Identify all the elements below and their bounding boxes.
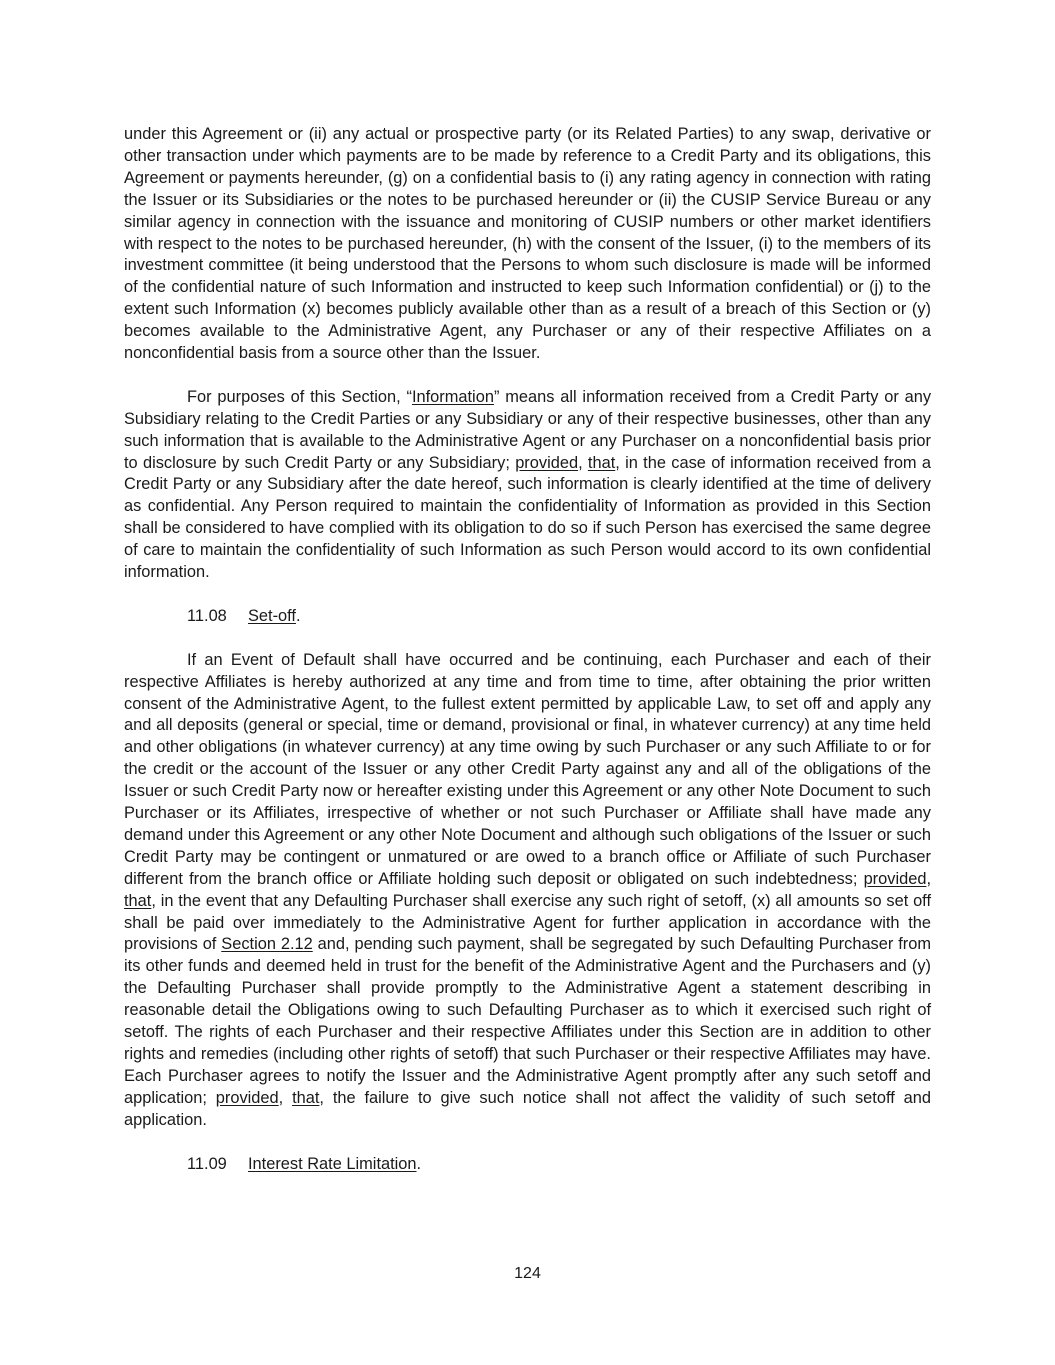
proviso-provided: provided [215, 1088, 279, 1107]
section-title: Set-off [248, 606, 296, 625]
paragraph-set-off [124, 650, 931, 1132]
text-run: and, pending such payment, shall be segregated by such Defaulting Purchaser from its other funds and deemed held in trust for the benefit of the Administrative Agent and the Purchasers and (y) the Defaulting Purchaser shall provide promptly to the Administrative Agent a statement describing in reasonable detail the Obligations owing to such Defaulting Purchaser as to which it exercised such right of setoff. The rights of each Purchaser and their respective Affiliates under this Section are in addition to other rights and remedies (including other rights of setoff) that such Purchaser or their respective Affiliates may have. Each Purchaser agrees to notify the Issuer and the Administrative Agent promptly after any such setoff and application; [124, 935, 932, 1107]
text-run: , in the event that any Defaulting Purchaser shall exercise any such right of setoff, (x) all amounts so set off shall be paid over immediately to the Administrative Agent for further application in accordance with the provisions of [124, 891, 931, 954]
section-title-period: . [296, 606, 301, 625]
proviso-that: that [587, 453, 616, 472]
section-reference-link: Section 2.12 [221, 935, 313, 954]
proviso-that: that [292, 1088, 320, 1107]
text-run: , [278, 1088, 293, 1107]
proviso-provided: provided [515, 453, 579, 472]
section-heading-11-08 [124, 606, 931, 628]
section-heading-11-09 [124, 1154, 931, 1176]
text-run: , in the case of information received from a Credit Party or any Subsidiary after the date hereof, such information is clearly identified at the time of delivery as confidential. Any Person required to maintain the confidentiality of Information as provided in this Section shall be considered to have complied with its obligation to do so if such Person has exercised the same degree of care to maintain the confidentiality of such Information as such Person would accord to its own confidential information. [124, 453, 932, 582]
text-run: For purposes of this Section, “ [187, 387, 412, 406]
paragraph-text: under this Agreement or (ii) any actual or prospective party (or its Related Parties) to any swap, derivative or other transaction under which payments are to be made by reference to a Credit Party and its obligations, this Agreement or payments hereunder, (g) on a confidential basis to (i) any rating agency in connection with rating the Issuer or its Subsidiaries or the notes to be purchased hereunder or (ii) the CUSIP Service Bureau or any similar agency in connection with the issuance and monitoring of CUSIP numbers or other market identifiers with respect to the notes to be purchased hereunder, (h) with the consent of the Issuer, (i) to the members of its investment committee (it being understood that the Persons to whom such disclosure is made will be informed of the confidential nature of such Information and instructed to keep such Information confidential) or (j) to the extent such Information (x) becomes publicly available other than as a result of a breach of this Section or (y) becomes available to the Administrative Agent, any Purchaser or any of their respective Affiliates on a nonconfidential basis from a source other than the Issuer. [124, 125, 931, 363]
defined-term-information: Information [411, 387, 494, 406]
text-run: ” means all information received from a Credit Party or any Subsidiary relating to the Credit Parties or any Subsidiary or any of their respective businesses, other than any such information that is available to the Administrative Agent or any Purchaser on a nonconfidential basis prior to disclosure by such Credit Party or any Subsidiary; [124, 387, 932, 472]
proviso-that: that [124, 891, 152, 910]
text-run: If an Event of Default shall have occurred and be continuing, each Purchaser and each of their respective Affiliates is hereby authorized at any time and from time to time, after obtaining the prior written consent of the Administrative Agent, to the fullest extent permitted by applicable Law, to set off and apply any and all deposits (general or special, time or demand, provisional or final, in whatever currency) at any time held and other obligations (in whatever currency) at any time owing by such Purchaser or any such Affiliate to or for the credit or the account of the Issuer or any other Credit Party against any and all of the obligations of the Issuer or such Credit Party now or hereafter existing under this Agreement or any other Note Document to such Purchaser or its Affiliates, irrespective of whether or not such Purchaser or Affiliate shall have made any demand under this Agreement or any other Note Document and although such obligations of the Issuer or such Credit Party may be contingent or unmatured or are owed to a branch office or Affiliate of such Purchaser different from the branch office or Affiliate holding such deposit or obligated on such indebtedness; [124, 650, 931, 888]
section-title: Interest Rate Limitation [248, 1154, 417, 1173]
paragraph-information-definition [124, 387, 931, 584]
proviso-provided: provided [863, 869, 927, 888]
text-run: , [926, 869, 931, 888]
paragraph-confidentiality-exceptions [124, 124, 931, 365]
document-page [124, 124, 931, 1175]
section-number: 11.08 [187, 606, 227, 625]
text-run: , [578, 453, 588, 472]
text-run: , the failure to give such notice shall not affect the validity of such setoff and application. [124, 1088, 931, 1129]
section-title-period: . [416, 1154, 422, 1173]
section-number: 11.09 [187, 1154, 227, 1173]
page-number: 124 [514, 1265, 541, 1282]
